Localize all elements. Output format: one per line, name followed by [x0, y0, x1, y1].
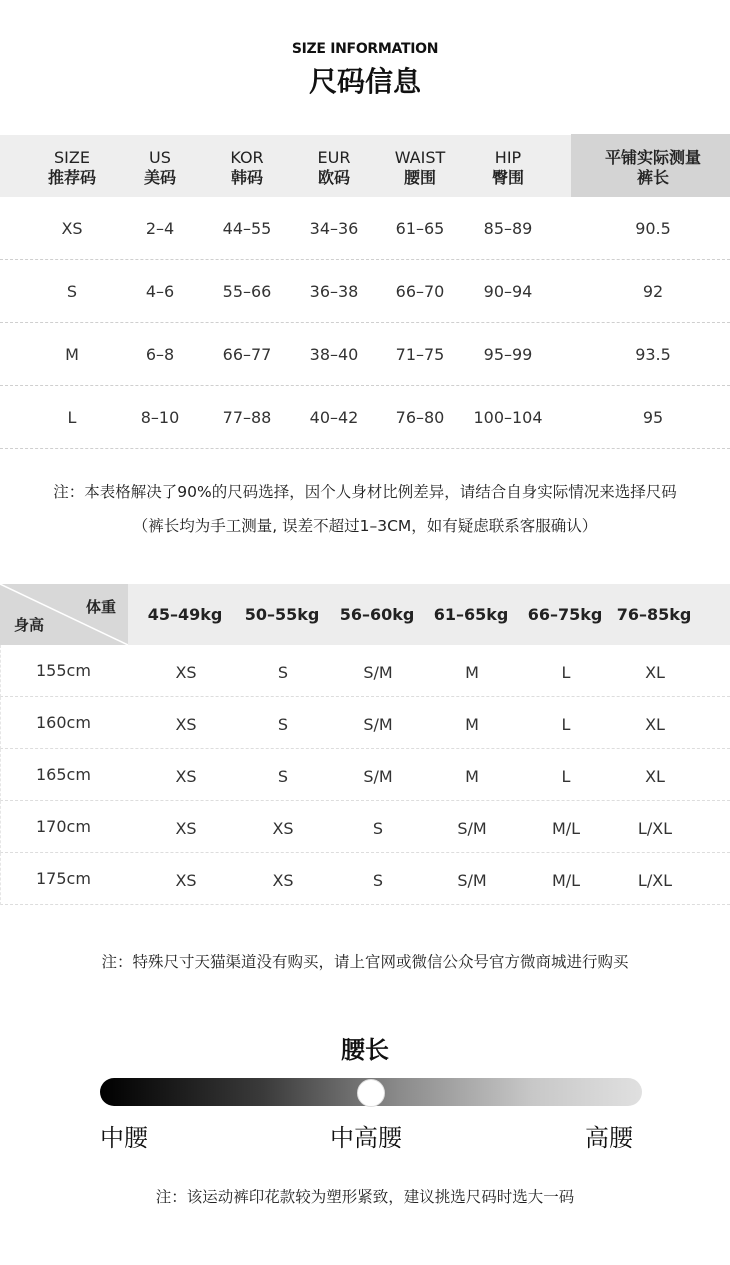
- table-cell: XS: [175, 767, 197, 786]
- table-cell: 85–89: [483, 219, 533, 238]
- table-cell: S/M: [363, 715, 393, 734]
- table-cell: 34–36: [309, 219, 359, 238]
- table-cell: XS: [272, 819, 294, 838]
- size-table: [0, 135, 730, 449]
- table-cell: M/L: [551, 871, 581, 890]
- table-cell: 40–42: [309, 408, 359, 427]
- header-size: SIZE 推荐码: [47, 148, 97, 187]
- table-cell: 36–38: [309, 282, 359, 301]
- table-cell: 90–94: [483, 282, 533, 301]
- table-cell: S: [277, 767, 289, 786]
- weight-column: 45–49kg: [147, 605, 223, 624]
- table-cell: 38–40: [309, 345, 359, 364]
- waist-rise-title: 腰长: [341, 1036, 389, 1064]
- header-us: US 美码: [143, 148, 177, 187]
- table-cell: 55–66: [222, 282, 272, 301]
- table-cell: S: [372, 871, 384, 890]
- channel-note: 注：特殊尺寸天猫渠道没有购买，请上官网或微信公众号官方微商城进行购买: [101, 953, 629, 971]
- table-cell: S: [372, 819, 384, 838]
- weight-header: [0, 584, 730, 645]
- table-cell: S/M: [363, 663, 393, 682]
- table-row: [0, 801, 730, 853]
- size-note: 注：本表格解决了90%的尺码选择，因个人身材比例差异，请结合自身实际情况来选择尺码: [53, 483, 677, 501]
- table-cell: XS: [175, 871, 197, 890]
- table-cell: 93.5: [635, 345, 671, 364]
- fit-note: 注：该运动裤印花款较为塑形紧致，建议挑选尺码时选大一码: [155, 1188, 575, 1206]
- table-cell: L/XL: [637, 819, 673, 838]
- table-row: [0, 386, 730, 449]
- table-row: [0, 645, 730, 697]
- header-length: 平铺实际测量 裤长: [604, 148, 702, 187]
- table-cell: L: [561, 715, 571, 734]
- table-cell: 44–55: [222, 219, 272, 238]
- waist-label-mid-high: 中高腰: [330, 1124, 402, 1152]
- table-row: [0, 853, 730, 905]
- table-cell: 92: [642, 282, 664, 301]
- table-cell: XS: [175, 715, 197, 734]
- height-label: 身高: [14, 616, 45, 634]
- title-english: SIZE INFORMATION: [291, 41, 439, 57]
- table-cell: S: [66, 282, 78, 301]
- table-cell: S: [277, 715, 289, 734]
- measurement-note: （裤长均为手工测量, 误差不超过1–3CM，如有疑虑联系客服确认）: [132, 517, 598, 535]
- table-cell: L: [67, 408, 77, 427]
- height-weight-table: [0, 584, 730, 905]
- weight-column: 50–55kg: [244, 605, 320, 624]
- table-cell: S/M: [457, 871, 487, 890]
- table-cell: S/M: [363, 767, 393, 786]
- table-cell: L: [561, 663, 571, 682]
- table-cell: 8–10: [140, 408, 180, 427]
- table-cell: M/L: [551, 819, 581, 838]
- table-row: [0, 197, 730, 260]
- table-cell: 66–70: [395, 282, 445, 301]
- weight-column: 61–65kg: [433, 605, 509, 624]
- waist-label-mid: 中腰: [100, 1124, 148, 1152]
- table-row: [0, 323, 730, 386]
- table-cell: 90.5: [635, 219, 671, 238]
- table-cell: 95–99: [483, 345, 533, 364]
- table-cell: XL: [645, 767, 665, 786]
- table-row: [0, 749, 730, 801]
- waist-rise-marker: [357, 1079, 385, 1107]
- table-cell: 95: [642, 408, 664, 427]
- table-cell: 61–65: [395, 219, 445, 238]
- table-cell: M: [465, 663, 479, 682]
- size-table-header: [0, 135, 730, 197]
- table-cell: L: [561, 767, 571, 786]
- table-cell: M: [465, 767, 479, 786]
- corner-cell: [0, 584, 128, 645]
- weight-column: 66–75kg: [527, 605, 603, 624]
- table-cell: 6–8: [145, 345, 175, 364]
- page-title: 尺码信息: [308, 65, 421, 98]
- table-row: [0, 697, 730, 749]
- table-cell: 76–80: [395, 408, 445, 427]
- header-hip: HIP 臀围: [491, 148, 525, 187]
- table-cell: 66–77: [222, 345, 272, 364]
- table-cell: M: [65, 345, 79, 364]
- table-cell: S/M: [457, 819, 487, 838]
- height-cell: 160cm: [36, 713, 91, 732]
- header-eur: EUR 欧码: [317, 148, 351, 187]
- table-cell: 4–6: [145, 282, 175, 301]
- weight-column: 56–60kg: [339, 605, 415, 624]
- table-cell: XS: [175, 819, 197, 838]
- table-cell: S: [277, 663, 289, 682]
- table-cell: XL: [645, 715, 665, 734]
- table-cell: 71–75: [395, 345, 445, 364]
- header-waist: WAIST 腰围: [394, 148, 446, 187]
- height-cell: 165cm: [36, 765, 91, 784]
- table-cell: 100–104: [473, 408, 543, 427]
- table-cell: XS: [61, 219, 83, 238]
- height-cell: 155cm: [36, 661, 91, 680]
- weight-label: 体重: [85, 598, 116, 616]
- table-cell: XS: [272, 871, 294, 890]
- table-cell: L/XL: [637, 871, 673, 890]
- table-cell: M: [465, 715, 479, 734]
- height-cell: 175cm: [36, 869, 91, 888]
- table-cell: 2–4: [145, 219, 175, 238]
- weight-column: 76–85kg: [616, 605, 692, 624]
- table-row: [0, 260, 730, 323]
- header-kor: KOR 韩码: [230, 148, 264, 187]
- table-cell: XS: [175, 663, 197, 682]
- table-cell: XL: [645, 663, 665, 682]
- height-cell: 170cm: [36, 817, 91, 836]
- waist-label-high: 高腰: [585, 1124, 633, 1152]
- table-cell: 77–88: [222, 408, 272, 427]
